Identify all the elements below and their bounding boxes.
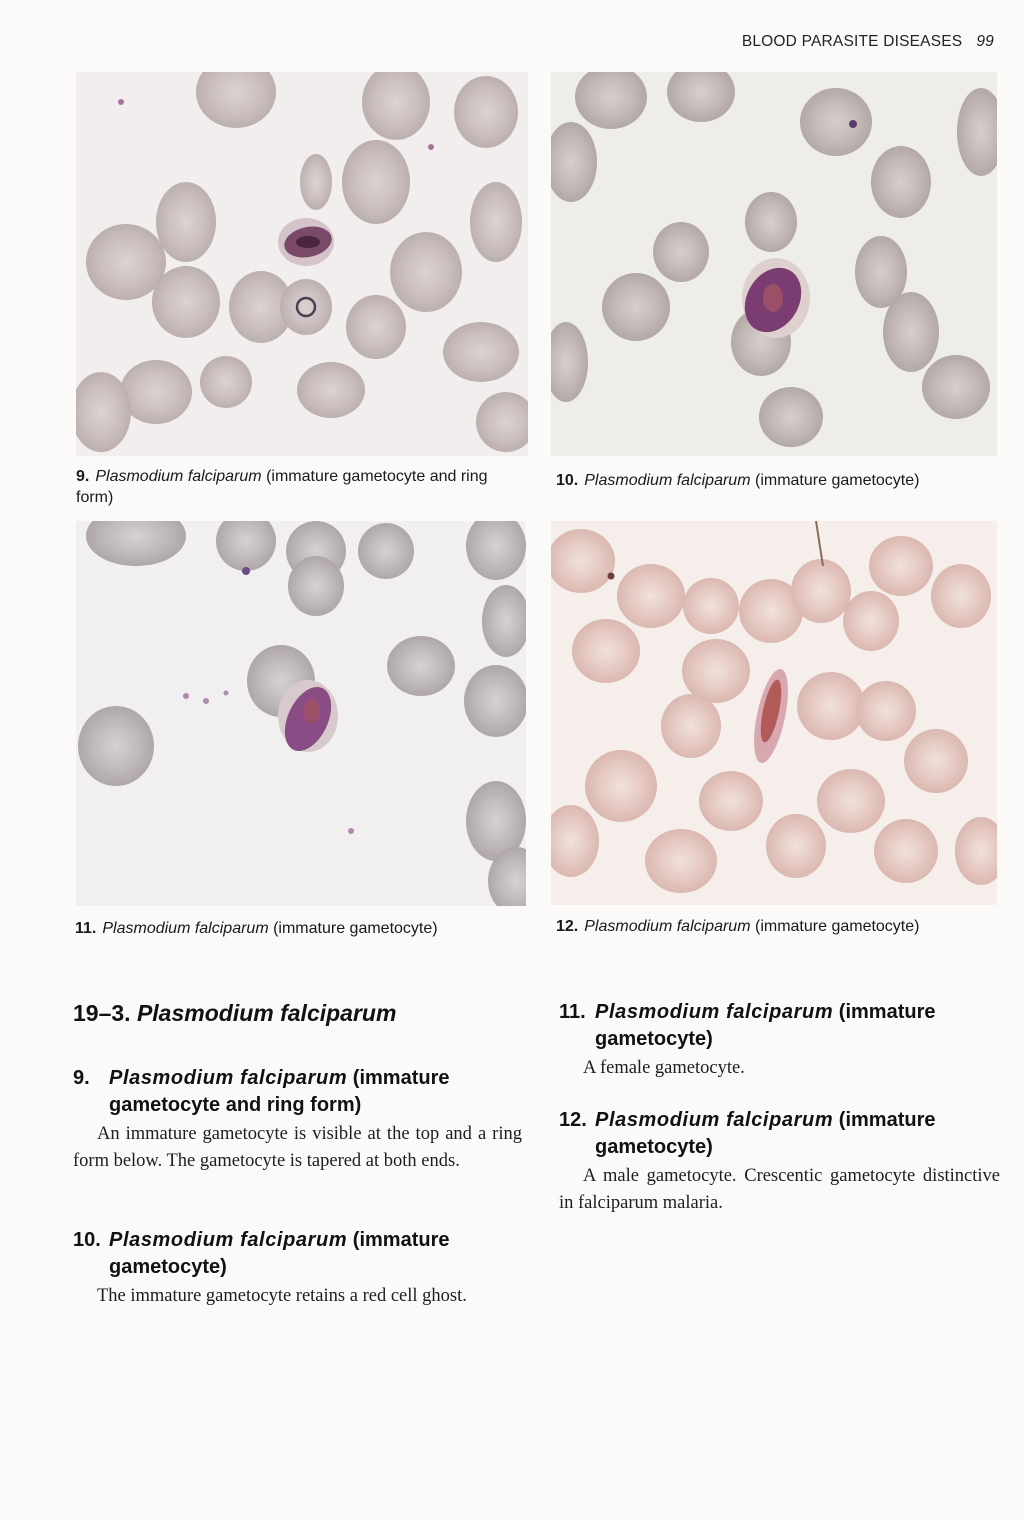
figure-description: (immature gametocyte): [273, 920, 438, 937]
entry-number: 11.: [559, 1001, 586, 1023]
entry-body: An immature gametocyte is visible at the top and a ring form below. The gametocyte is tapered at both ends.: [73, 1124, 522, 1171]
figure-number: 9.: [76, 468, 90, 485]
micrograph-figure-11: [76, 521, 526, 906]
running-header: [742, 33, 994, 51]
entry-number: 9.: [73, 1067, 90, 1089]
entry-11: [559, 999, 1000, 1082]
entry-body: A female gametocyte.: [583, 1058, 745, 1078]
entry-12: [559, 1107, 1000, 1217]
figure-caption-12: [556, 916, 1002, 937]
running-title: BLOOD PARASITE DISEASES: [741, 33, 963, 50]
entry-species: Plasmodium falciparum: [109, 1229, 348, 1251]
entry-body: A male gametocyte. Crescentic gametocyte distinctive in falciparum malaria.: [559, 1166, 1000, 1213]
figure-description: (immature gametocyte and ring form): [76, 468, 488, 506]
figure-species: Plasmodium falciparum: [102, 920, 269, 937]
figure-caption-11: [75, 918, 527, 939]
entry-number: 10.: [73, 1229, 101, 1251]
entry-heading: [73, 1227, 522, 1281]
figure-number: 10.: [556, 472, 579, 489]
figure-description: (immature gametocyte): [754, 918, 920, 935]
figure-species: Plasmodium falciparum: [584, 918, 751, 935]
entry-number: 12.: [559, 1109, 587, 1131]
entry-body: The immature gametocyte retains a red cell ghost.: [97, 1286, 467, 1306]
entry-heading-rest: (immature gametocyte and ring form): [109, 1067, 450, 1116]
page-number: 99: [976, 33, 994, 50]
entry-heading-rest: (immature gametocyte): [595, 1001, 936, 1050]
entry-heading: [559, 999, 1000, 1053]
entry-heading-rest: (immature gametocyte): [109, 1229, 450, 1278]
section-heading: [73, 1000, 396, 1027]
entry-species: Plasmodium falciparum: [595, 1109, 834, 1131]
entry-species: Plasmodium falciparum: [595, 1001, 834, 1023]
figure-number: 11.: [75, 920, 97, 937]
micrograph-figure-9: [76, 72, 528, 456]
entry-species: Plasmodium falciparum: [109, 1067, 348, 1089]
section-title: Plasmodium falciparum: [136, 1000, 397, 1026]
entry-heading-rest: (immature gametocyte): [595, 1109, 936, 1158]
entry-9: [73, 1065, 522, 1175]
micrograph-figure-12: [551, 521, 997, 905]
figure-species: Plasmodium falciparum: [584, 472, 751, 489]
section-number: 19–3.: [73, 1000, 131, 1026]
entry-10: [73, 1227, 522, 1310]
micrograph-figure-10: [551, 72, 997, 456]
figure-description: (immature gametocyte): [754, 472, 920, 489]
entry-heading: [73, 1065, 522, 1119]
figure-species: Plasmodium falciparum: [95, 468, 262, 485]
figure-caption-9: [76, 466, 528, 508]
figure-number: 12.: [556, 918, 579, 935]
entry-heading: [559, 1107, 1000, 1161]
figure-caption-10: [556, 470, 1002, 491]
